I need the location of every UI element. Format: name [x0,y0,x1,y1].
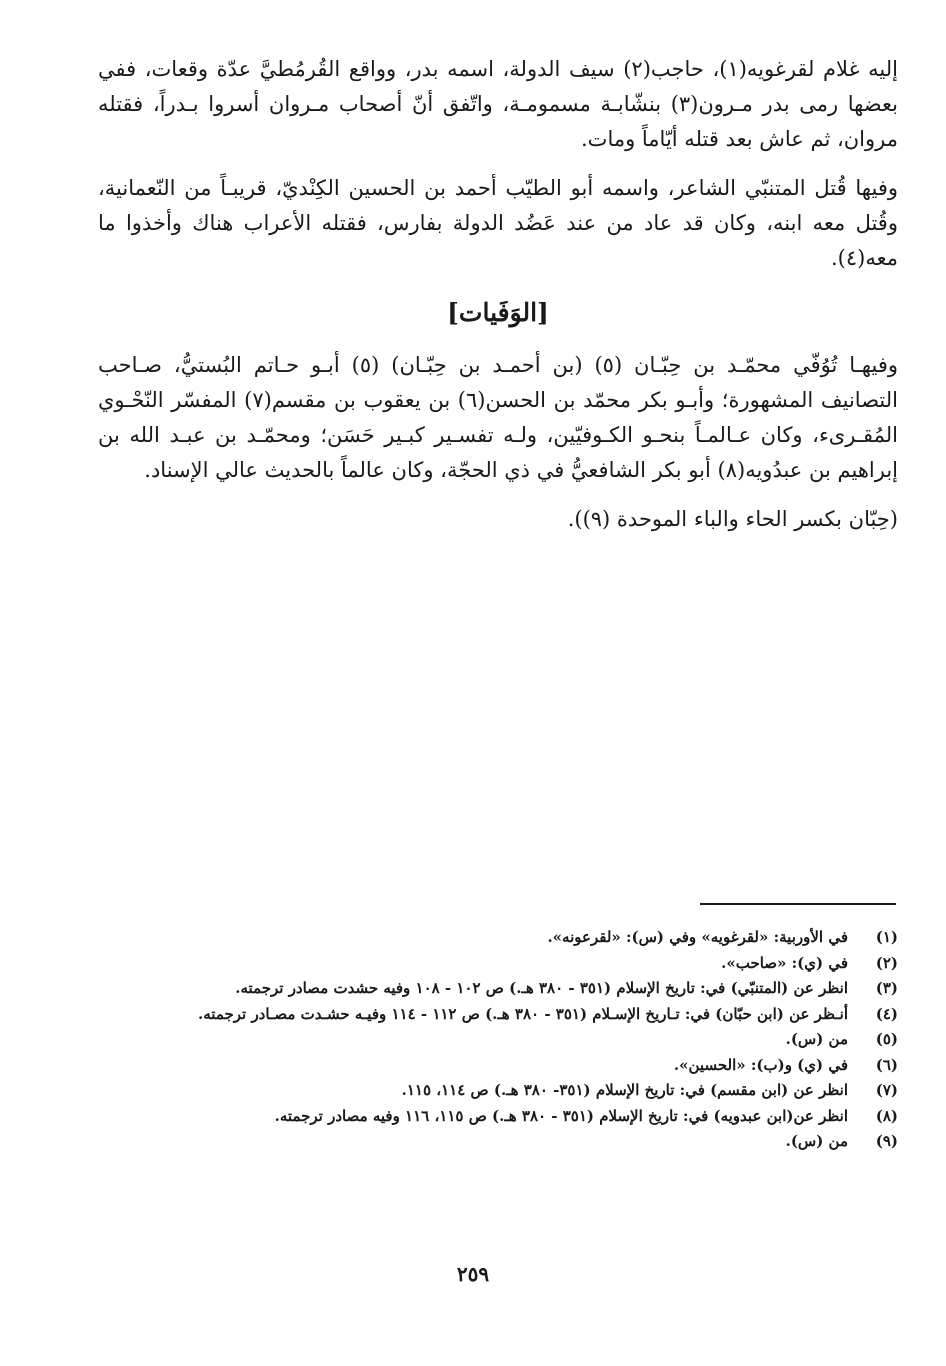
footnotes [98,925,898,1155]
footnote-divider [700,903,896,905]
footnote-number: (١) [875,928,898,946]
footnote-number: (٨) [875,1106,898,1125]
paragraph: وفيها قُتل المتنبّي الشاعر، واسمه أبو الطيّب أحمد بن الحسين الكِنْديّ، قريبـاً من النّعمانية، وقُتل معه ابنه، وكان قد عاد من عند عَضُد الدولة بفارس، فقتله الأعراب هناك وأخذوا ما معه(٤). [98,176,898,270]
main-text [98,52,898,537]
footnote-number: (٣) [875,979,898,997]
paragraph: (حِبّان بكسر الحاء والباء الموحدة (٩)). [567,507,898,531]
footnote-text: أنـظر عن (ابن حبّان) في: تـاريخ الإسـلام (٣٥١ - ٣٨٠ هـ.) ص ١١٢ - ١١٤ وفيـه حشـدت مصـادر ترجمته. [198,1004,848,1023]
footnote [98,1027,898,1053]
footnote-number: (٢) [875,953,898,972]
footnote-text: انظر عن (المتنبّي) في: تاريخ الإسلام (٣٥١ - ٣٨٠ هـ.) ص ١٠٢ - ١٠٨ وفيه حشدت مصادر ترجمته. [235,979,848,997]
paragraph: وفيهـا تُوُفّي محمّـد بن حِبّـان (٥) (بن أحمـد بن حِبّـان) (٥) أبـو حـاتم البُستيُّ، صـاحب التصانيف المشهورة؛ وأبـو بكر محمّد بن الحسن(٦) بن يعقوب بن مقسم(٧) المفسّر النّحْـوي المُقـرىء، وكان عـالمـاً بنحـو الكـوفيّين، ولـه تفسـير كبـير حَسَن؛ ومحمّـد بن عبـد الله بن إبراهيم بن عبدُويه(٨) أبو بكر الشافعيُّ في ذي الحجّة، وكان عالماً بالحديث عالي الإسناد. [98,353,899,482]
footnote-text: في (ي) و(ب): «الحسين». [673,1055,848,1074]
footnote-text: انظر عن (ابن مقسم) في: تاريخ الإسلام (٣٥١- ٣٨٠ هـ.) ص ١١٤، ١١٥. [401,1081,848,1099]
footnote [98,925,898,951]
section-heading: [الوَفَيات] [447,298,549,327]
page-number: ٢٥٩ [456,1262,490,1286]
footnote [98,1104,898,1130]
footnote [98,1129,898,1155]
footnote-number: (٥) [875,1030,898,1048]
footnote-number: (٤) [875,1004,898,1023]
footnote [98,951,898,977]
footnote [98,1053,898,1079]
footnote-text: انظر عن(ابن عبدويه) في: تاريخ الإسلام (٣٥١ - ٣٨٠ هـ.) ص ١١٥، ١١٦ وفيه مصادر ترجمته. [274,1106,848,1125]
footnote [98,1002,898,1028]
footnote-text: من (س). [785,1132,848,1150]
footnote-number: (٩) [875,1132,898,1150]
footnote [98,976,898,1002]
paragraph: إليه غلام لقرغويه(١)، حاجب(٢) سيف الدولة، اسمه بدر، وواقع القُرمُطيَّ عدّة وقعات، ففي بعضها رمى بدر مـرون(٣) بنشّابـة مسمومـة، واتّفق أنّ أصحاب مـروان أسروا بـدراً، فقتله مروان، ثم عاش بعد قتله أيّاماً ومات. [98,57,898,151]
footnote-number: (٦) [875,1055,898,1074]
footnote-number: (٧) [875,1081,898,1099]
footnote-text: من (س). [785,1030,848,1048]
footnote [98,1078,898,1104]
footnote-text: في (ي): «صاحب». [721,953,848,972]
footnote-text: في الأوربية: «لقرغويه» وفي (س): «لقرعونه». [547,928,848,946]
